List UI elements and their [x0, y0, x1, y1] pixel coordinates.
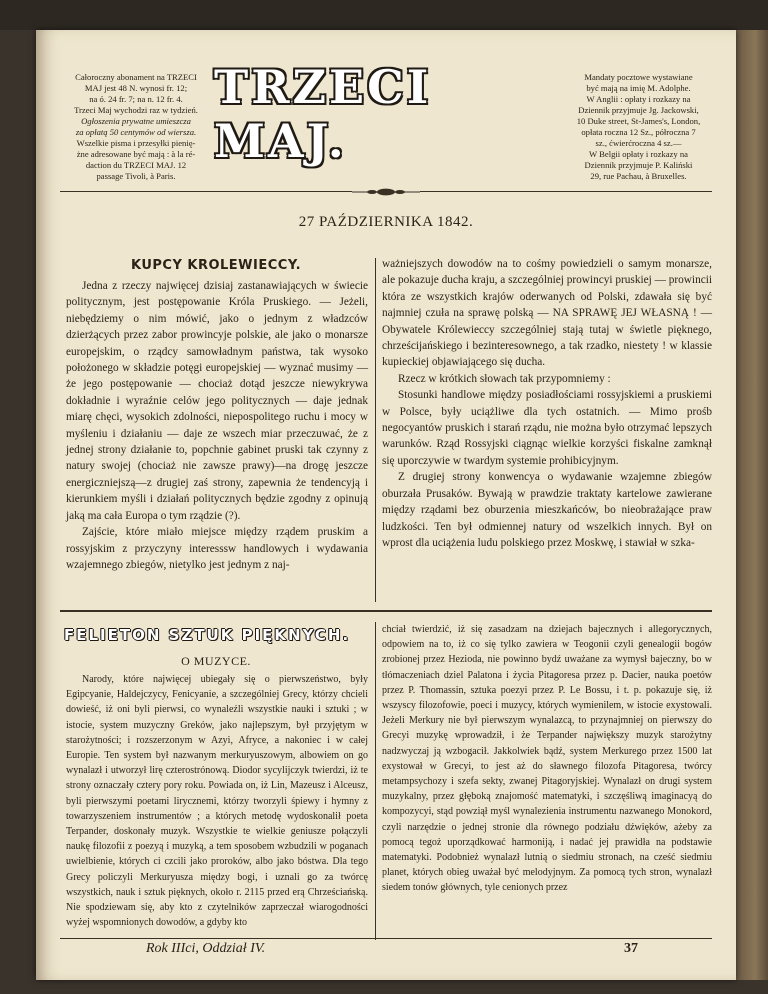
payment-line: Dziennik przyjmuje Jg. Jackowski, [578, 105, 699, 115]
article-paragraph: Z drugiej strony konwencya o wydawanie wzajemne zbiegów oburzała Prusaków. Bywają w prawdzie traktaty kartelowe zawierane między rządami bez oburzenia mieszkańców, bo nieobrażające praw ludzkości. Ten był odmiennej natury od wszelkich innych. Był on wprost dla uciążenia ludu polskiego przez Moskwę, i stawiał w szka- [382, 471, 712, 549]
page-number: 37 [624, 941, 638, 956]
book-binding-edge [736, 30, 768, 980]
article-column-left [66, 278, 368, 573]
payment-line: Mandaty pocztowe wystawiane [584, 72, 693, 82]
column-divider [375, 258, 376, 602]
article-paragraph: Zajście, które miało miejsce między rządem pruskim a rossyjskim z przyczyny interesssw handlowych i wydawania wzajemnego zbiegów, nietylko jest jednym z naj- [66, 526, 368, 571]
subscription-line: Całoroczny abonament na TRZECI [75, 72, 197, 82]
article-paragraph: Jedna z rzeczy najwięcej dzisiaj zastanawiających w świecie politycznym, jest postępowanie Króla Pruskiego. — Jeżeli, niebędziemy o nim mówić, jako o jednym z władzców dzierżących przez zabor prowincyje polskie, ale jako o monarsze europejskim, o rządcy samowładnym państwa, tak wysoko położonego w składzie potęgi europejskiej — wyznać musimy — że jego postępowanie — chociaż dotąd jeszcze niewykrywa dokładnie i wyraźnie celów jego politycznych — daje jednak miarę chęci, wysokich zdolności, niepospolitego ruchu i mocy w myśleniu i działaniu — daje ze wszech miar przeczuwać, że z jednej strony działanie to, popchnie gabinet pruski tak czynny z natury swojej (chociaż nie zawsze prawy)—na drogę jeszcze energiczniejszą—z drugiej zaś strony, zapewnia że tendencyją i kierunkiem myśli i działań politycznych będzie zgodny z opinują jaką ma cała Europa o tym rządzie (?). [66, 280, 368, 522]
payment-line: być mają na imię M. Adolphe. [586, 83, 691, 93]
subscription-line: daction du TRZECI MAJ. 12 [85, 160, 187, 170]
subscription-line: Trzeci Maj wychodzi raz w tydzień. [74, 105, 198, 115]
feuilleton-column-right [382, 622, 712, 896]
payment-line: Dziennik przyjmuje P. Kaliński [584, 160, 693, 170]
subscription-line: Wszelkie pisma i przesyłki pienię- [76, 138, 196, 148]
scan-top-border [0, 0, 768, 30]
payment-line: sz., ćwierćroczna 4 sz.— [595, 138, 682, 148]
feuilleton-title: O MUZYCE. [181, 654, 251, 668]
article-paragraph: ważniejszych dowodów na to cośmy powiedzieli o samym monarsze, ale pokazuje ducha kraju, a szczególniej prowincyi pruskiej — prowincii która ze wszystkich krajów oderwanych od Polski, zdawała się być najmniej czuła na sprawę polską — NA SPRAWĘ JEJ WŁASNĄ ! — Obywatele Królewieccy szczególniej stają tutaj w świetle pięknego, chrześcijańskiego i bezinteresownego, a tak rzadko, niestety ! w klassie kupieckiej objawiającego się ducha. [382, 258, 713, 369]
payment-line: opłata roczna 12 Sz., półroczna 7 [581, 127, 696, 137]
volume-label: Rok IIIci, Oddział IV. [146, 941, 266, 956]
article-paragraph: Stosunki handlowe między posiadłościami rossyjskiemi a pruskiemi w Polsce, były uciążliwe dla tych ostatnich. — Mimo prośb negocyantów pruskich i starań rządu, nie można było otrzymać lepszych warunków. Rząd Rossyjski ciągnąc wielkie korzyści fiskalne zamknął się uporczywie w twardym systemie prohibicyjnym. [382, 389, 712, 467]
header-rule-right [420, 191, 712, 192]
article-column-right [382, 256, 712, 551]
subscription-line: MAJ jest 48 N. wynosi fr. 12; [84, 83, 188, 93]
payment-info [566, 72, 711, 182]
subscription-line: passage Tivoli, à Paris. [96, 171, 176, 181]
issue-date: 27 PAŹDZIERNIKA 1842. [298, 214, 474, 230]
feuilleton-paragraph: chciał twierdzić, iż się zasadzam na dziejach bajecznych i allegorycznych, odpowiem na to, iż co się tylko zawiera w Teogonii czyli genealogii bogów zrobionej przez Hezioda, nie powinno bydź uważane za wymysł bajeczny, bo w tłómaczeniach dziel Palatona i życia Pitagoresa przez p. Dacier, nauka poetów przez P. Thomassin, sztuka poezyi przez P. Le Bossu, i t. p. pokazuje się, iż wszyscy filozofowie, poeci i muzycy, których wymienilem, w istocie exystowali. Jeżeli Merkury nie był pierwszym wynalazcą, to przynajmniej on pierwszy do Grecyi muzykę wprowadził, i że Terpander największy muzyk starożytny nadzwyczaj ją wzbogacił. Jakkolwiek bądź, system Merkurego przez 1500 lat exystował w Grecyi, to jest aż do sławnego filozofa Pitagoresa, twórcy metampsychozy i szefa sekty, zwanej Pitagoryjskiej. Wynalazł on drugi system muzykalny, przez głęboką znajomość matematyki, i szczęśliwą imaginacyą do kompozycyi, stąd powziął myśl wynalezienia instrumentu nazwanego Monokord, czyli narzędzie o jednej stronie dla równego podziału dźwięków, ażeby za pomocą tegoż uporządkować harmoniją, i nadać jej prawidła na podstawie matematyki. Podobnież wynalazł lutnią o siedmiu stronach, na cześć siedmiu planet, których obieg uważał być melodyjnym. Za pomocą tych stron, wynalazł siedem tonów głównych, tyle cenionych przez [382, 624, 712, 894]
subscription-line: Ogłoszenia prywatne umieszcza [81, 116, 191, 126]
article-paragraph: Rzecz w krótkich słowach tak przypomniemy : [398, 372, 611, 385]
column-divider [375, 622, 376, 940]
masthead-title: TRZECI MAJ. [214, 60, 432, 168]
subscription-line: żne adresowane być mają : à la ré- [76, 149, 196, 159]
payment-line: W Belgii opłaty i rozkazy na [589, 149, 688, 159]
section-rule [60, 610, 712, 612]
feuilleton-column-left [66, 672, 368, 930]
footer-rule [60, 938, 712, 939]
subscription-info [66, 72, 206, 182]
ornament-divider-icon [352, 187, 420, 197]
payment-line: 29, rue Pachau, à Bruxelles. [590, 171, 687, 181]
feuilleton-paragraph: Narody, które najwięcej ubiegały się o pierwszeństwo, były Egipcyanie, Haldejczycy, Fenicyanie, a szczególniej Grecy, którzy chcieli dowieść, iż oni byli pierwsi, co wynaleźli wszystkie nauki i sztuki ; w istocie, system muzyczny Greków, jako najlepszym, był przyjętym w starożytności; i rozszerzonym w Azyi, Afryce, a nakoniec i w całej Europie. Ten system był nazwanym merkuryuszowym, albowiem on go wynalazł i utworzył lirę czterostrónową. Diodor sycylijczyk twierdzi, iż te strony oznaczały cztery pory roku. Powiada on, iż Lin, Mazeusz i Alceusz, byli pierwszymi poetami lirycznemi, którzy tworzyli śpiewy i hymny z towarzyszeniem instrumentów ; a których metodę wydoskonalił poeta Terpander, doskonały muzyk. Wszystkie te wielkie geniusze połączyli naukę filozofii z poezyą i muzyką, a tem sposobem wzbudzili w poganach uwielbienie, których ci czcili jako proroków, albo jako bóstwa. Dla tego Grecy policzyli Merkuryusza między bogi, i uznali go za twórcę wszystkich, nauk i sztuk pięknych, około r. 2115 przed erą Chrześciańską. Nie spodziewam się, aby kto z czytelników zaprzeczał wiarogodności wyżej wspomnionych dowodów, a gdyby kto [66, 674, 368, 929]
payment-line: 10 Duke street, St-James's, London, [576, 116, 701, 126]
masthead [214, 60, 554, 168]
header-rule-left [60, 191, 352, 192]
subscription-line: na ó. 24 fr. 7; na n. 12 fr. 4. [89, 94, 183, 104]
subscription-line: za opłatą 50 centymów od wiersza. [75, 127, 197, 137]
payment-line: W Anglii : opłaty i rozkazy na [586, 94, 691, 104]
article-title: KUPCY KROLEWIECCY. [130, 258, 302, 273]
feuilleton-banner: FELIETON SZTUK PIĘKNYCH. [64, 626, 351, 644]
newspaper-page [36, 30, 736, 980]
